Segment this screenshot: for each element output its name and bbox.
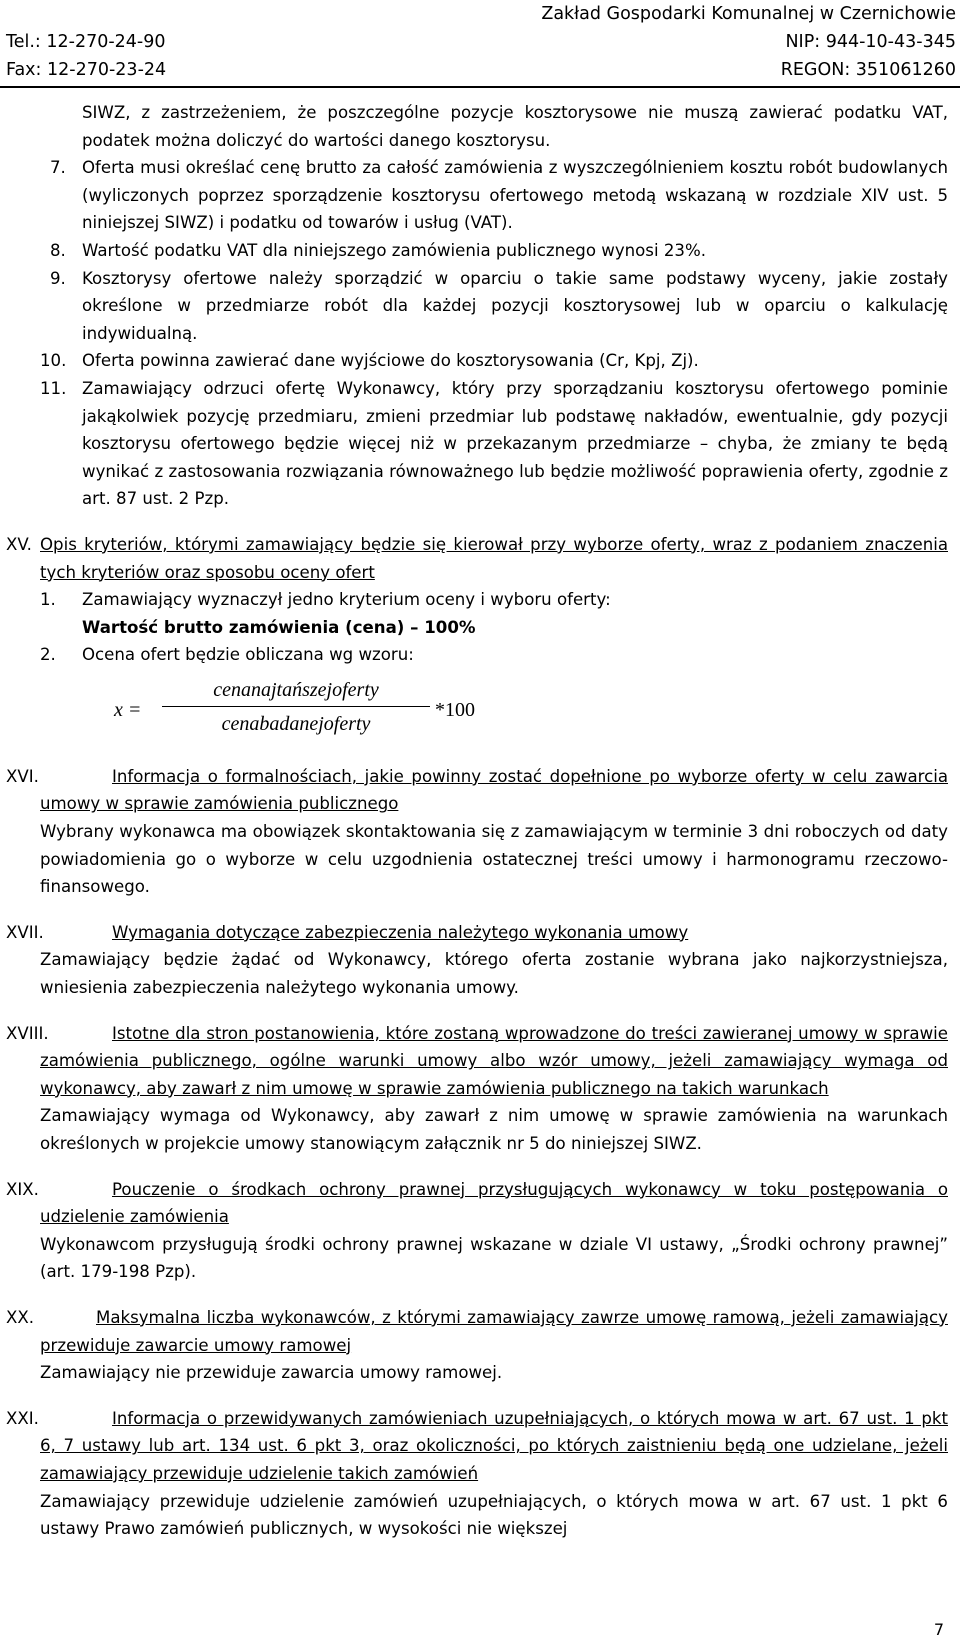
section-xxi	[0, 1405, 960, 1543]
section-body: Zamawiający przewiduje udzielenie zamówień uzupełniających, o których mowa w art. 67 ust. 1 pkt 6 ustawy Prawo zamówień publicznych, w wysokości nie większej	[40, 1491, 948, 1539]
section-heading	[40, 1176, 948, 1231]
section-number: XVI.	[6, 766, 39, 786]
formula-lhs: x =	[114, 698, 142, 721]
regon-number: REGON: 351061260	[780, 60, 956, 80]
list-item	[0, 586, 960, 641]
section-heading	[40, 1020, 948, 1103]
section-xv	[0, 531, 960, 586]
list-text: Zamawiający wyznaczył jedno kryterium oceny i wyboru oferty:	[82, 590, 611, 610]
section-number: XVIII.	[6, 1023, 49, 1043]
list-text: Wartość podatku VAT dla niniejszego zamówienia publicznego wynosi 23%.	[82, 240, 706, 260]
section-xvii	[0, 919, 960, 1002]
header-divider	[0, 86, 960, 88]
section-heading: Opis kryteriów, którymi zamawiający będzie się kierował przy wyborze oferty, wraz z podaniem znaczenia tych kryteriów oraz sposobu oceny ofert	[40, 534, 948, 582]
list-number: 10.	[40, 351, 67, 371]
intro-text: SIWZ, z zastrzeżeniem, że poszczególne pozycje kosztorysowe nie muszą zawierać podatku VAT, podatek można doliczyć do wartości danego kosztorysu.	[82, 103, 948, 150]
section-body: Wybrany wykonawca ma obowiązek skontaktowania się z zamawiającym w terminie 3 dni roboczych od daty powiadomienia go o wyborze w celu uzgodnienia ostatecznej treści umowy i harmonogramu rzeczowo-finansowego.	[40, 822, 948, 897]
section-body: Zamawiający wymaga od Wykonawcy, aby zawarł z nim umowę w sprawie zamówienia na warunkach określonych w projekcie umowy stanowiącym załącznik nr 5 do niniejszej SIWZ.	[40, 1106, 948, 1153]
list-number: 9.	[50, 268, 66, 288]
section-heading-text: Informacja o formalnościach, jakie powinny zostać dopełnione po wyborze oferty w celu zawarcia umowy w sprawie zamówienia publicznego	[40, 766, 948, 814]
section-heading	[40, 1405, 948, 1488]
section-body: Zamawiający nie przewiduje zawarcia umowy ramowej.	[40, 1363, 503, 1383]
letterhead	[6, 0, 956, 84]
intro-paragraph	[0, 99, 960, 154]
list-number: 2.	[40, 645, 56, 665]
list-item	[0, 237, 960, 265]
formula-denominator: cenabadanejoferty	[221, 712, 371, 735]
list-number: 1.	[40, 590, 56, 610]
nip-number: NIP: 944-10-43-345	[785, 32, 956, 52]
section-number: XX.	[6, 1307, 35, 1327]
section-body: Wykonawcom przysługują środki ochrony prawnej wskazane w dziale VI ustawy, „Środki ochrony prawnej” (art. 179-198 Pzp).	[40, 1234, 948, 1282]
formula-fraction	[162, 675, 430, 739]
section-heading	[40, 919, 948, 947]
price-formula	[0, 675, 960, 747]
section-heading-text: Wymagania dotyczące zabezpieczenia należytego wykonania umowy	[112, 922, 689, 942]
list-text: Zamawiający odrzuci ofertę Wykonawcy, który przy sporządzaniu kosztorysu ofertowego pominie jakąkolwiek pozycję przedmiaru, zmieni przedmiar lub podstawę nakładów, ewentualnie, gdy pozycji kosztorysu ofertowego będzie więcej niż w przekazanym przedmiarze – chyba, że zmiany te będą wynikać z zastosowania rozwiązania równoważnego lub będzie możliwość poprawienia oferty, zgodnie z art. 87 ust. 2 Pzp.	[82, 378, 948, 509]
phone-number: Tel.: 12-270-24-90	[6, 32, 166, 52]
section-heading-text: Informacja o przewidywanych zamówieniach uzupełniających, o których mowa w art. 67 ust. 1 pkt 6, 7 ustawy lub art. 134 ust. 6 pkt 3, oraz okoliczności, po których zaistnieniu będą one udzielane, jeżeli zamawiający przewiduje udzielenie takich zamówień	[40, 1408, 948, 1483]
list-text: Kosztorysy ofertowe należy sporządzić w oparciu o takie same podstawy wyceny, jakie zostały określone w przedmiarze robót dla każdej pozycji kosztorysowej lub w oparciu o kalkulację indywidualną.	[82, 268, 948, 343]
section-heading-text: Istotne dla stron postanowienia, które zostaną wprowadzone do treści zawieranej umowy w sprawie zamówienia publicznego, ogólne warunki umowy albo wzór umowy, jeżeli zamawiający wymaga od wykonawcy, aby zawarł z nim umowę w sprawie zamówienia publicznego na takich warunkach	[40, 1023, 948, 1098]
formula-multiplier: *100	[435, 698, 475, 721]
section-heading	[40, 763, 948, 818]
list-item	[0, 154, 960, 237]
section-xvi	[0, 763, 960, 901]
section-number: XVII.	[6, 922, 44, 942]
document-body	[0, 99, 960, 1543]
section-number: XV.	[6, 534, 32, 554]
fraction-bar	[162, 706, 430, 707]
fax-number: Fax: 12-270-23-24	[6, 60, 167, 80]
section-heading	[40, 1304, 948, 1359]
section-body: Zamawiający będzie żądać od Wykonawcy, którego oferta zostanie wybrana jako najkorzystniejsza, wniesienia zabezpieczenia należytego wykonania umowy.	[40, 950, 948, 998]
list-item	[0, 347, 960, 375]
page-number: 7	[933, 1620, 944, 1639]
list-item	[0, 641, 960, 669]
list-number: 8.	[50, 240, 66, 260]
list-number: 7.	[50, 158, 66, 178]
section-heading-text: Maksymalna liczba wykonawców, z którymi zamawiający zawrze umowę ramową, jeżeli zamawiający przewiduje zawarcie umowy ramowej	[40, 1307, 948, 1355]
list-number: 11.	[40, 378, 67, 398]
list-item	[0, 265, 960, 348]
section-xx	[0, 1304, 960, 1387]
criterion-bold: Wartość brutto zamówienia (cena) – 100%	[82, 617, 476, 637]
section-heading-text: Pouczenie o środkach ochrony prawnej przysługujących wykonawcy w toku postępowania o udzielenie zamówienia	[40, 1179, 948, 1227]
company-name: Zakład Gospodarki Komunalnej w Czernichowie	[541, 4, 956, 24]
list-text: Oferta musi określać cenę brutto za całość zamówienia z wyszczególnieniem kosztu robót budowlanych (wyliczonych poprzez sporządzenie kosztorysu ofertowego metodą wskazaną w rozdziale XIV ust. 5 niniejszej SIWZ) i podatku od towarów i usług (VAT).	[82, 158, 948, 233]
list-text: Ocena ofert będzie obliczana wg wzoru:	[82, 645, 414, 665]
list-item	[0, 375, 960, 513]
section-xviii	[0, 1020, 960, 1158]
section-number: XIX.	[6, 1179, 39, 1199]
section-xix	[0, 1176, 960, 1286]
list-text: Oferta powinna zawierać dane wyjściowe do kosztorysowania (Cr, Kpj, Zj).	[82, 351, 699, 371]
formula-numerator: cenanajtańszejoferty	[213, 678, 379, 701]
section-number: XXI.	[6, 1408, 39, 1428]
